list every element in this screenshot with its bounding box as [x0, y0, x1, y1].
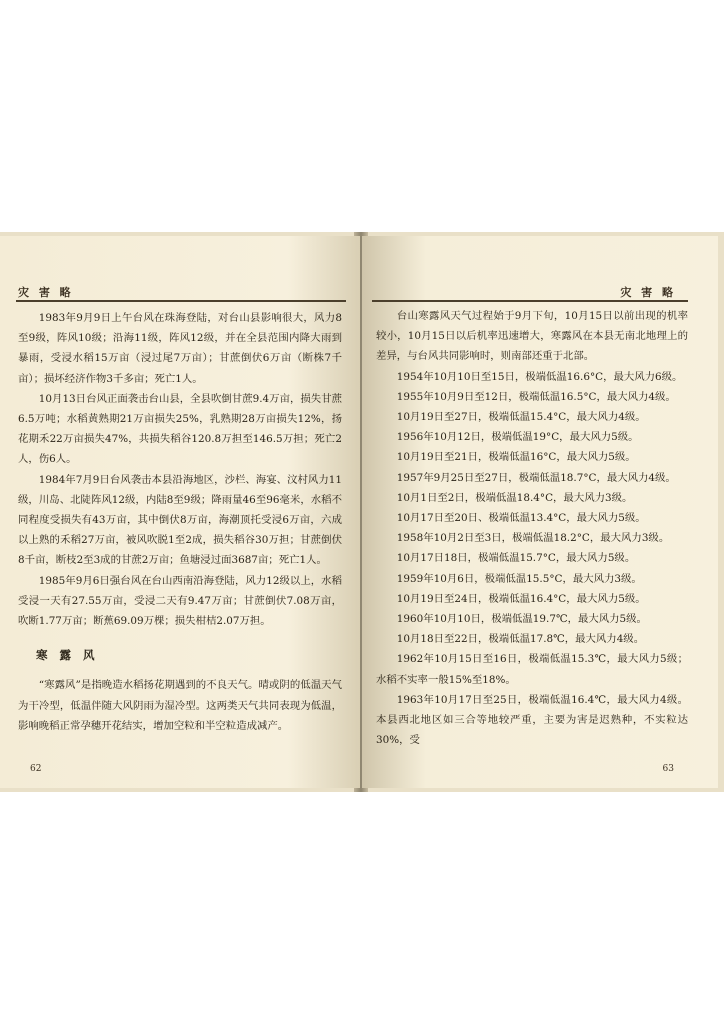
record-line: 1963年10月17日至25日，极端低温16.4℃，最大风力4级。本县西北地区如三合等地较严重，主要为害是迟熟种，不实粒达30%，受 [376, 693, 688, 747]
record-line: 1955年10月9日至12日，极端低温16.5°C，最大风力4级。 [396, 390, 676, 403]
open-book [0, 232, 724, 792]
right-page [362, 236, 718, 788]
left-page [0, 236, 360, 788]
record-line: 10月19日至27日，极端低温15.4°C，最大风力4级。 [396, 411, 646, 424]
record-line: 1954年10月10日至15日，极端低温16.6°C，最大风力6级。 [396, 370, 683, 383]
record-line: 1956年10月12日，极端低温19°C，最大风力5级。 [396, 431, 639, 444]
paragraph: 10月13日台风正面袭击台山县，全县吹倒甘蔗9.4万亩，损失甘蔗6.5万吨；水稻黄熟期21万亩损失25%，乳熟期28万亩损失12%，扬花期禾22万亩损失47%，共损失稻谷120.8万担至146.5万担；死亡2人，伤6人。 [18, 392, 342, 466]
record-line: 10月18日至22日，极端低温17.8℃，最大风力4级。 [396, 633, 645, 646]
record-line: 1958年10月2日至3日，极端低温18.2°C，最大风力3级。 [396, 532, 670, 545]
record-line: 1957年9月25日至27日，极端低温18.7°C，最大风力4级。 [396, 471, 676, 484]
page-number: 62 [30, 764, 42, 774]
record-line: 10月1日至2日，极端低温18.4°C，最大风力3级。 [396, 491, 633, 504]
paragraph: 1984年7月9日台风袭击本县沿海地区，沙栏、海宴、汶村风力11级，川岛、北陡阵风12级，内陆8至9级；降雨量46至96毫米，水稻不同程度受损失有43万亩，其中倒伏8万亩，海潮顶托受浸6万亩，六成以上熟的禾稻27万亩，被风吹脱1至2成，损失稻谷30万担；甘蔗倒伏8千亩，断枝2至3成的甘蔗2万亩；鱼塘浸过面3687亩；死亡1人。 [18, 473, 342, 567]
paragraph: 1985年9月6日强台风在台山西南沿海登陆，风力12级以上，水稻受浸一天有27.55万亩，受浸二天有9.47万亩；甘蔗倒伏7.08万亩，吹断1.77万亩；断蕉69.09万棵；损失柑桔2.07万担。 [18, 574, 342, 628]
record-line: 1959年10月6日，极端低温15.5°C，最大风力3级。 [396, 572, 642, 585]
record-line: 10月19日至21日，极端低温16°C，最大风力5级。 [396, 451, 636, 464]
header-rule [372, 300, 688, 302]
left-page-body [18, 308, 342, 736]
record-line: 10月17日18日，极端低温15.7°C，最大风力5级。 [396, 552, 636, 565]
paragraph: 台山寒露风天气过程始于9月下旬，10月15日以前出现的机率较小，10月15日以后机率迅速增大，寒露风在本县无南北地理上的差异，与台风共同影响时，则南部还重于北部。 [376, 310, 688, 363]
running-header: 灾 害 略 [18, 286, 74, 299]
record-line: 10月19日至24日，极端低温16.4°C，最大风力5级。 [396, 592, 646, 605]
right-page-body [376, 306, 688, 750]
record-line: 1960年10月10日，极端低温19.7℃，最大风力5级。 [396, 613, 647, 626]
paragraph: 1983年9月9日上午台风在珠海登陆，对台山县影响很大，风力8至9级，阵风10级；沿海11级，阵风12级，并在全县范围内降大雨到暴雨，受浸水稻15万亩（浸过尾7万亩）；甘蔗倒伏6万亩（断株7千亩）；损坏经济作物3千多亩；死亡1人。 [18, 312, 342, 385]
running-header: 灾 害 略 [620, 286, 676, 299]
section-title: 寒 露 风 [36, 648, 99, 663]
page-number: 63 [662, 764, 674, 774]
header-rule [16, 300, 346, 302]
record-line: 1962年10月15日至16日，极端低温15.3℃，最大风力5级；水稻不实率一般15%至18%。 [376, 653, 688, 686]
paragraph: “寒露风”是指晚造水稻扬花期遇到的不良天气。晴或阴的低温天气为干冷型，低温伴随大风阴雨为湿冷型。这两类天气共同表现为低温，影响晚稻正常孕穗开花结实，增加空粒和半空粒造成减产。 [18, 679, 342, 732]
record-line: 10月17日至20日、极端低温13.4°C，最大风力5级。 [396, 512, 646, 525]
